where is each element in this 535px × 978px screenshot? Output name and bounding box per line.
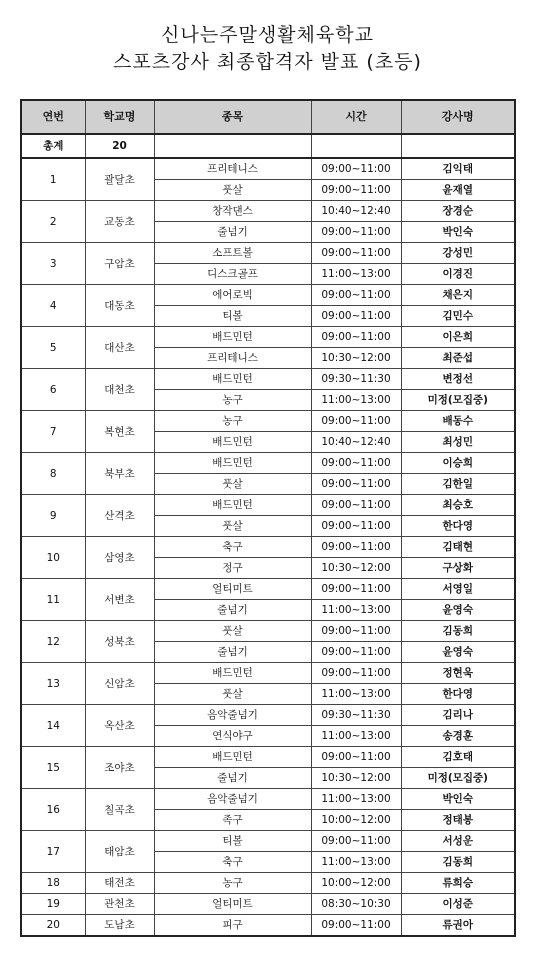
- sport-cell: 축구: [154, 537, 311, 558]
- coach-cell: 구상화: [401, 558, 515, 579]
- total-empty-cell: [154, 134, 311, 158]
- results-table: [20, 99, 516, 937]
- sport-cell: 풋살: [154, 180, 311, 201]
- sport-cell: 농구: [154, 411, 311, 432]
- time-cell: 10:40~12:40: [311, 432, 401, 453]
- table-row: [21, 894, 515, 915]
- sport-cell: 줄넘기: [154, 768, 311, 789]
- school-number: 4: [21, 285, 85, 327]
- coach-cell: 이은희: [401, 327, 515, 348]
- table-row: [21, 201, 515, 222]
- table-row: [21, 411, 515, 432]
- sport-cell: 배드민턴: [154, 432, 311, 453]
- table-row: [21, 705, 515, 726]
- coach-cell: 정현욱: [401, 663, 515, 684]
- header-sport: 종목: [154, 100, 311, 134]
- school-number: 12: [21, 621, 85, 663]
- school-number: 6: [21, 369, 85, 411]
- coach-cell: 이승희: [401, 453, 515, 474]
- sport-cell: 얼티미트: [154, 579, 311, 600]
- sport-cell: 농구: [154, 390, 311, 411]
- coach-cell: 김리나: [401, 705, 515, 726]
- sport-cell: 창작댄스: [154, 201, 311, 222]
- school-name: 태암초: [85, 831, 154, 873]
- time-cell: 10:30~12:00: [311, 348, 401, 369]
- table-row: [21, 747, 515, 768]
- coach-cell: 윤영숙: [401, 642, 515, 663]
- coach-cell: 박인숙: [401, 222, 515, 243]
- coach-cell: 채은지: [401, 285, 515, 306]
- time-cell: 09:00~11:00: [311, 453, 401, 474]
- coach-cell: 이경진: [401, 264, 515, 285]
- total-label: 총계: [21, 134, 85, 158]
- total-count: 20: [85, 134, 154, 158]
- sport-cell: 프리테니스: [154, 158, 311, 180]
- time-cell: 09:00~11:00: [311, 180, 401, 201]
- school-name: 조야초: [85, 747, 154, 789]
- sport-cell: 줄넘기: [154, 642, 311, 663]
- time-cell: 09:00~11:00: [311, 747, 401, 768]
- table-row: [21, 453, 515, 474]
- coach-cell: 김한일: [401, 474, 515, 495]
- school-number: 18: [21, 873, 85, 894]
- school-name: 신암초: [85, 663, 154, 705]
- coach-cell: 김호태: [401, 747, 515, 768]
- time-cell: 09:00~11:00: [311, 663, 401, 684]
- school-number: 7: [21, 411, 85, 453]
- coach-cell: 강성민: [401, 243, 515, 264]
- coach-cell: 미정(모집중): [401, 768, 515, 789]
- time-cell: 10:00~12:00: [311, 810, 401, 831]
- coach-cell: 배동수: [401, 411, 515, 432]
- coach-cell: 변정선: [401, 369, 515, 390]
- table-row: [21, 495, 515, 516]
- table-row: [21, 831, 515, 852]
- school-number: 2: [21, 201, 85, 243]
- table-row: [21, 285, 515, 306]
- coach-cell: 장경순: [401, 201, 515, 222]
- school-name: 삼영초: [85, 537, 154, 579]
- time-cell: 09:00~11:00: [311, 285, 401, 306]
- coach-cell: 송경훈: [401, 726, 515, 747]
- school-number: 13: [21, 663, 85, 705]
- school-number: 9: [21, 495, 85, 537]
- page-title: 신나는주말생활체육학교: [161, 24, 374, 46]
- time-cell: 09:00~11:00: [311, 327, 401, 348]
- table-row: [21, 873, 515, 894]
- time-cell: 09:00~11:00: [311, 621, 401, 642]
- school-name: 북부초: [85, 453, 154, 495]
- header-no: 연번: [21, 100, 85, 134]
- time-cell: 09:00~11:00: [311, 915, 401, 937]
- coach-cell: 윤영숙: [401, 600, 515, 621]
- coach-cell: 류권아: [401, 915, 515, 937]
- time-cell: 11:00~13:00: [311, 264, 401, 285]
- time-cell: 09:00~11:00: [311, 158, 401, 180]
- time-cell: 09:00~11:00: [311, 474, 401, 495]
- coach-cell: 김민수: [401, 306, 515, 327]
- sport-cell: 음악줄넘기: [154, 789, 311, 810]
- time-cell: 10:00~12:00: [311, 873, 401, 894]
- sport-cell: 풋살: [154, 621, 311, 642]
- coach-cell: 김익태: [401, 158, 515, 180]
- table-row: [21, 579, 515, 600]
- school-name: 교동초: [85, 201, 154, 243]
- sport-cell: 에어로빅: [154, 285, 311, 306]
- school-name: 산격초: [85, 495, 154, 537]
- coach-cell: 윤재열: [401, 180, 515, 201]
- table-body: [21, 134, 515, 936]
- school-name: 서변초: [85, 579, 154, 621]
- coach-cell: 한다영: [401, 516, 515, 537]
- school-name: 옥산초: [85, 705, 154, 747]
- coach-cell: 김동희: [401, 852, 515, 873]
- time-cell: 09:00~11:00: [311, 516, 401, 537]
- school-number: 8: [21, 453, 85, 495]
- sport-cell: 티볼: [154, 306, 311, 327]
- sport-cell: 줄넘기: [154, 600, 311, 621]
- time-cell: 10:40~12:40: [311, 201, 401, 222]
- time-cell: 11:00~13:00: [311, 390, 401, 411]
- school-name: 대천초: [85, 369, 154, 411]
- time-cell: 09:00~11:00: [311, 831, 401, 852]
- table-row: [21, 158, 515, 180]
- total-row: [21, 134, 515, 158]
- time-cell: 09:00~11:00: [311, 411, 401, 432]
- sport-cell: 족구: [154, 810, 311, 831]
- coach-cell: 박인숙: [401, 789, 515, 810]
- sport-cell: 소프트볼: [154, 243, 311, 264]
- coach-cell: 최성민: [401, 432, 515, 453]
- coach-cell: 김태현: [401, 537, 515, 558]
- header-time: 시간: [311, 100, 401, 134]
- coach-cell: 한다영: [401, 684, 515, 705]
- sport-cell: 배드민턴: [154, 453, 311, 474]
- school-name: 태전초: [85, 873, 154, 894]
- sport-cell: 배드민턴: [154, 327, 311, 348]
- time-cell: 08:30~10:30: [311, 894, 401, 915]
- time-cell: 09:00~11:00: [311, 537, 401, 558]
- table-row: [21, 537, 515, 558]
- sport-cell: 정구: [154, 558, 311, 579]
- school-number: 14: [21, 705, 85, 747]
- time-cell: 09:00~11:00: [311, 642, 401, 663]
- school-number: 5: [21, 327, 85, 369]
- sport-cell: 디스크골프: [154, 264, 311, 285]
- sport-cell: 티볼: [154, 831, 311, 852]
- sport-cell: 배드민턴: [154, 663, 311, 684]
- time-cell: 09:00~11:00: [311, 495, 401, 516]
- time-cell: 09:30~11:30: [311, 369, 401, 390]
- header-coach: 강사명: [401, 100, 515, 134]
- table-row: [21, 915, 515, 937]
- time-cell: 09:00~11:00: [311, 222, 401, 243]
- total-empty-cell: [401, 134, 515, 158]
- sport-cell: 풋살: [154, 516, 311, 537]
- sport-cell: 배드민턴: [154, 747, 311, 768]
- school-name: 복현초: [85, 411, 154, 453]
- sport-cell: 풋살: [154, 474, 311, 495]
- sport-cell: 농구: [154, 873, 311, 894]
- time-cell: 11:00~13:00: [311, 600, 401, 621]
- table-row: [21, 621, 515, 642]
- school-name: 대동초: [85, 285, 154, 327]
- table-row: [21, 789, 515, 810]
- time-cell: 11:00~13:00: [311, 726, 401, 747]
- school-number: 1: [21, 158, 85, 201]
- coach-cell: 서영일: [401, 579, 515, 600]
- header-row: [21, 100, 515, 134]
- school-number: 11: [21, 579, 85, 621]
- total-empty-cell: [311, 134, 401, 158]
- school-number: 20: [21, 915, 85, 937]
- time-cell: 09:00~11:00: [311, 243, 401, 264]
- school-number: 3: [21, 243, 85, 285]
- school-name: 구암초: [85, 243, 154, 285]
- sport-cell: 줄넘기: [154, 222, 311, 243]
- sport-cell: 풋살: [154, 684, 311, 705]
- school-name: 도남초: [85, 915, 154, 937]
- coach-cell: 최승호: [401, 495, 515, 516]
- time-cell: 11:00~13:00: [311, 789, 401, 810]
- coach-cell: 최준섭: [401, 348, 515, 369]
- school-number: 19: [21, 894, 85, 915]
- sport-cell: 음악줄넘기: [154, 705, 311, 726]
- page-subtitle: 스포츠강사 최종합격자 발표 (초등): [113, 51, 422, 73]
- header-school: 학교명: [85, 100, 154, 134]
- sport-cell: 연식야구: [154, 726, 311, 747]
- coach-cell: 미정(모집중): [401, 390, 515, 411]
- sport-cell: 피구: [154, 915, 311, 937]
- time-cell: 10:30~12:00: [311, 768, 401, 789]
- time-cell: 09:00~11:00: [311, 306, 401, 327]
- sport-cell: 배드민턴: [154, 495, 311, 516]
- sport-cell: 배드민턴: [154, 369, 311, 390]
- school-number: 17: [21, 831, 85, 873]
- school-number: 15: [21, 747, 85, 789]
- coach-cell: 이성준: [401, 894, 515, 915]
- sport-cell: 프리테니스: [154, 348, 311, 369]
- coach-cell: 서성운: [401, 831, 515, 852]
- sport-cell: 얼티미트: [154, 894, 311, 915]
- table-row: [21, 327, 515, 348]
- time-cell: 10:30~12:00: [311, 558, 401, 579]
- coach-cell: 류희승: [401, 873, 515, 894]
- time-cell: 09:30~11:30: [311, 705, 401, 726]
- sport-cell: 축구: [154, 852, 311, 873]
- coach-cell: 김동희: [401, 621, 515, 642]
- table-row: [21, 369, 515, 390]
- time-cell: 11:00~13:00: [311, 684, 401, 705]
- school-name: 관천초: [85, 894, 154, 915]
- school-number: 10: [21, 537, 85, 579]
- coach-cell: 정태봉: [401, 810, 515, 831]
- school-number: 16: [21, 789, 85, 831]
- school-name: 대산초: [85, 327, 154, 369]
- school-name: 성북초: [85, 621, 154, 663]
- time-cell: 11:00~13:00: [311, 852, 401, 873]
- school-name: 칠곡초: [85, 789, 154, 831]
- school-name: 괄달초: [85, 158, 154, 201]
- table-row: [21, 243, 515, 264]
- table-row: [21, 663, 515, 684]
- time-cell: 09:00~11:00: [311, 579, 401, 600]
